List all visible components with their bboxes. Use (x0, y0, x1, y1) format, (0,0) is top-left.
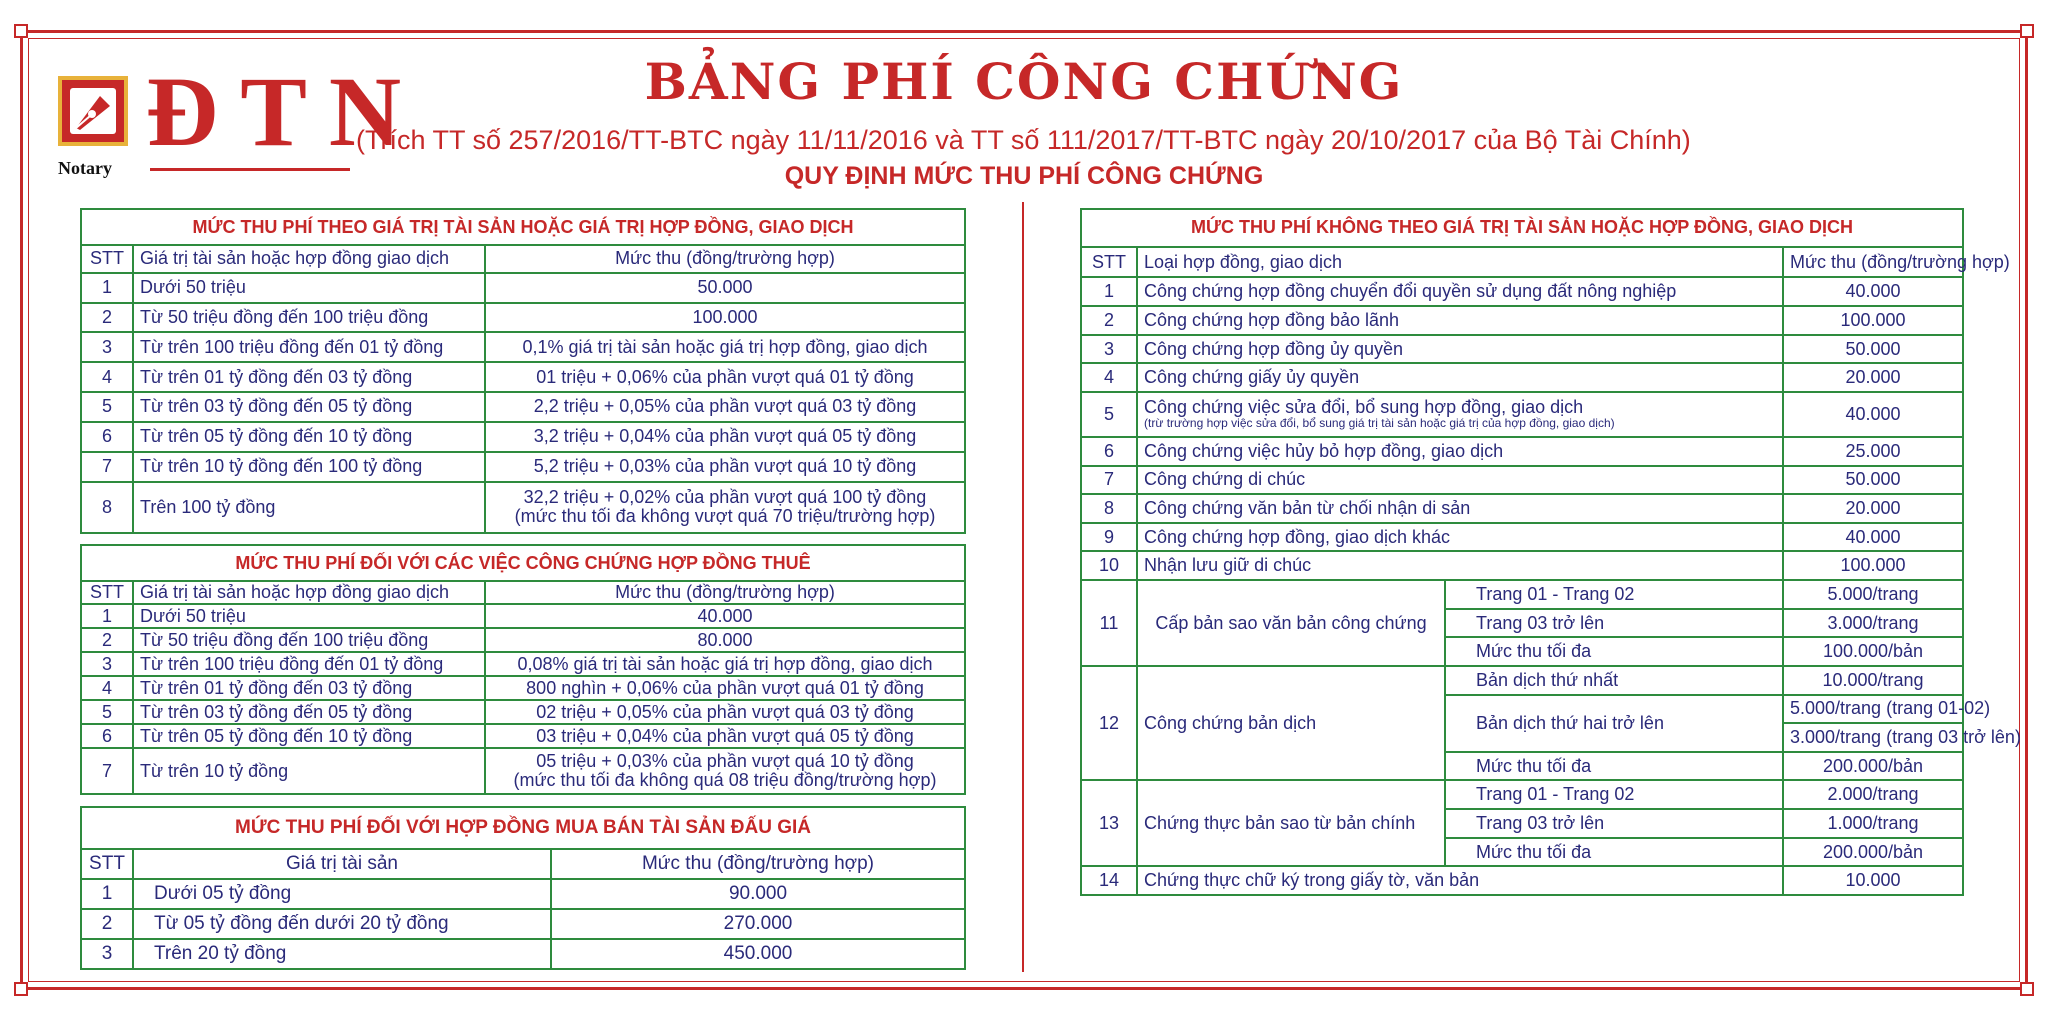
type-cell: Công chứng hợp đồng ủy quyền (1137, 335, 1783, 364)
stt-cell: 5 (81, 700, 133, 724)
table-row (1081, 866, 1963, 895)
value-cell: Trên 100 tỷ đồng (133, 482, 485, 533)
fee-cell: 5.000/trang (1783, 580, 1963, 609)
fee-cell: 100.000 (1783, 551, 1963, 580)
stt-cell: 10 (1081, 551, 1137, 580)
stt-cell: 2 (81, 628, 133, 652)
type-cell: Công chứng văn bản từ chối nhận di sản (1137, 494, 1783, 523)
table-row (81, 422, 965, 452)
table-row (81, 700, 965, 724)
table-row (81, 362, 965, 392)
stt-cell: 1 (1081, 277, 1137, 306)
fee-cell: 10.000/trang (1783, 666, 1963, 695)
value-cell: Từ trên 05 tỷ đồng đến 10 tỷ đồng (133, 422, 485, 452)
value-cell: Trên 20 tỷ đồng (133, 939, 551, 969)
value-cell: Dưới 50 triệu (133, 604, 485, 628)
table-row (1081, 437, 1963, 466)
type-cell: Công chứng giấy ủy quyền (1137, 363, 1783, 392)
stt-cell: 7 (81, 452, 133, 482)
table-row (81, 939, 965, 969)
center-divider (1022, 202, 1024, 972)
fee-cell: 50.000 (1783, 466, 1963, 495)
value-cell: Từ trên 10 tỷ đồng (133, 748, 485, 794)
value-cell: Dưới 50 triệu (133, 273, 485, 303)
table-row (1081, 494, 1963, 523)
sub-label: Mức thu tối đa (1445, 637, 1783, 666)
fee-cell: 03 triệu + 0,04% của phần vượt quá 05 tỷ đồng (485, 724, 965, 748)
column-header: STT (81, 849, 133, 879)
fee-cell: 20.000 (1783, 494, 1963, 523)
fee-cell: 100.000 (1783, 306, 1963, 335)
fee-cell: 3.000/trang (1783, 609, 1963, 638)
table-row (81, 332, 965, 362)
logo-text: ĐTN (146, 56, 424, 167)
stt-cell: 4 (81, 362, 133, 392)
table-row (1081, 523, 1963, 552)
value-cell: Dưới 05 tỷ đồng (133, 879, 551, 909)
table-title: MỨC THU PHÍ KHÔNG THEO GIÁ TRỊ TÀI SẢN HOẶC HỢP ĐỒNG, GIAO DỊCH (1081, 209, 1963, 247)
column-header: Loại hợp đồng, giao dịch (1137, 247, 1783, 278)
fee-cell: 200.000/bản (1783, 838, 1963, 867)
stt-cell: 9 (1081, 523, 1137, 552)
type-cell: Chứng thực chữ ký trong giấy tờ, văn bản (1137, 866, 1783, 895)
sub-label: Mức thu tối đa (1445, 838, 1783, 867)
regulation-title: QUY ĐỊNH MỨC THU PHÍ CÔNG CHỨNG (784, 162, 1264, 190)
fee-main: 32,2 triệu + 0,02% của phần vượt quá 100 tỷ đồng (523, 487, 927, 508)
column-header: STT (81, 245, 133, 273)
value-fee-table (80, 208, 966, 534)
fee-cell: 25.000 (1783, 437, 1963, 466)
table-row (1081, 551, 1963, 580)
value-cell: Từ trên 100 triệu đồng đến 01 tỷ đồng (133, 652, 485, 676)
lease-fee-table (80, 544, 966, 792)
fee-cell: 80.000 (485, 628, 965, 652)
table-row (81, 452, 965, 482)
type-cell: Công chứng hợp đồng, giao dịch khác (1137, 523, 1783, 552)
table-row (81, 879, 965, 909)
table-row (1081, 363, 1963, 392)
table-row (81, 303, 965, 333)
stt-cell: 7 (1081, 466, 1137, 495)
type-cell: Cấp bản sao văn bản công chứng (1137, 580, 1445, 666)
stt-cell: 4 (81, 676, 133, 700)
stt-cell: 1 (81, 273, 133, 303)
sub-label: Trang 03 trở lên (1445, 809, 1783, 838)
table-row (81, 724, 965, 748)
fee-cell: 0,1% giá trị tài sản hoặc giá trị hợp đồng, giao dịch (485, 332, 965, 362)
type-cell: Công chứng hợp đồng chuyển đổi quyền sử dụng đất nông nghiệp (1137, 277, 1783, 306)
sub-label: Mức thu tối đa (1445, 752, 1783, 781)
table-title: MỨC THU PHÍ ĐỐI VỚI HỢP ĐỒNG MUA BÁN TÀI SẢN ĐẤU GIÁ (81, 807, 965, 849)
page-title: BẢNG PHÍ CÔNG CHỨNG (644, 52, 1404, 111)
fee-cell: 20.000 (1783, 363, 1963, 392)
type-cell: Nhận lưu giữ di chúc (1137, 551, 1783, 580)
non-value-fee-table (1080, 208, 2021, 896)
stt-cell: 1 (81, 879, 133, 909)
table-row (81, 604, 965, 628)
stt-cell: 5 (1081, 392, 1137, 437)
stt-cell: 2 (81, 909, 133, 939)
stt-cell: 3 (81, 332, 133, 362)
fee-main: 05 triệu + 0,03% của phần vượt quá 10 tỷ đồng (536, 751, 914, 771)
column-header: Mức thu (đồng/trường hợp) (551, 849, 965, 879)
table-row (1081, 335, 1963, 364)
fee-cell: 270.000 (551, 909, 965, 939)
value-cell: Từ 50 triệu đồng đến 100 triệu đồng (133, 303, 485, 333)
stt-cell: 1 (81, 604, 133, 628)
fee-cell: 40.000 (485, 604, 965, 628)
table-row (1081, 466, 1963, 495)
corner-ornament (2020, 24, 2034, 38)
table-row (1081, 277, 1963, 306)
value-cell: Từ trên 03 tỷ đồng đến 05 tỷ đồng (133, 700, 485, 724)
corner-ornament (14, 982, 28, 996)
fee-cell: 01 triệu + 0,06% của phần vượt quá 01 tỷ đồng (485, 362, 965, 392)
fee-cell (485, 482, 965, 533)
fee-cell: 200.000/bản (1783, 752, 1963, 781)
column-header: Giá trị tài sản hoặc hợp đồng giao dịch (133, 581, 485, 604)
fee-cell: 2.000/trang (1783, 780, 1963, 809)
auction-fee-table (80, 806, 966, 968)
stt-cell: 3 (81, 652, 133, 676)
fee-cell: 40.000 (1783, 392, 1963, 437)
logo-caption: Notary (58, 158, 112, 178)
column-header: STT (1081, 247, 1137, 278)
column-header: Mức thu (đồng/trường hợp) (485, 245, 965, 273)
fee-cell: 3.000/trang (trang 03 trở lên) (1783, 723, 1963, 752)
stt-cell: 2 (1081, 306, 1137, 335)
fee-cell: 50.000 (1783, 335, 1963, 364)
corner-ornament (14, 24, 28, 38)
table-row (81, 676, 965, 700)
table-title: MỨC THU PHÍ THEO GIÁ TRỊ TÀI SẢN HOẶC GIÁ TRỊ HỢP ĐỒNG, GIAO DỊCH (81, 209, 965, 245)
column-header: Giá trị tài sản (133, 849, 551, 879)
type-main: Công chứng việc sửa đổi, bổ sung hợp đồng, giao dịch (1144, 397, 1584, 418)
type-cell: Công chứng hợp đồng bảo lãnh (1137, 306, 1783, 335)
column-header: Mức thu (đồng/trường hợp) (485, 581, 965, 604)
table-row (1081, 780, 1963, 809)
type-note: (trừ trường hợp việc sửa đổi, bổ sung giá trị tài sản hoặc giá trị của hợp đồng, giao dịch) (1144, 416, 1615, 431)
type-cell: Công chứng việc hủy bỏ hợp đồng, giao dịch (1137, 437, 1783, 466)
fee-cell: 450.000 (551, 939, 965, 969)
table-row (1081, 580, 1963, 609)
value-cell: Từ trên 01 tỷ đồng đến 03 tỷ đồng (133, 676, 485, 700)
stt-cell: 7 (81, 748, 133, 794)
fee-note: (mức thu tối đa không vượt quá 70 triệu/trường hợp) (514, 506, 936, 527)
table-row (81, 652, 965, 676)
stt-cell: 8 (1081, 494, 1137, 523)
sub-label: Bản dịch thứ hai trở lên (1445, 695, 1783, 752)
type-cell: Công chứng bản dịch (1137, 666, 1445, 781)
value-cell: Từ trên 10 tỷ đồng đến 100 tỷ đồng (133, 452, 485, 482)
type-cell: Công chứng di chúc (1137, 466, 1783, 495)
value-cell: Từ trên 05 tỷ đồng đến 10 tỷ đồng (133, 724, 485, 748)
type-cell: Chứng thực bản sao từ bản chính (1137, 780, 1445, 866)
stt-cell: 12 (1081, 666, 1137, 781)
value-cell: Từ trên 01 tỷ đồng đến 03 tỷ đồng (133, 362, 485, 392)
stt-cell: 6 (81, 422, 133, 452)
fee-cell: 40.000 (1783, 277, 1963, 306)
table-row (81, 392, 965, 422)
fee-cell: 800 nghìn + 0,06% của phần vượt quá 01 tỷ đồng (485, 676, 965, 700)
fee-cell: 3,2 triệu + 0,04% của phần vượt quá 05 tỷ đồng (485, 422, 965, 452)
sub-label: Trang 03 trở lên (1445, 609, 1783, 638)
fee-cell (485, 748, 965, 794)
stt-cell: 8 (81, 482, 133, 533)
stt-cell: 14 (1081, 866, 1137, 895)
stt-cell: 13 (1081, 780, 1137, 866)
table-row (1081, 306, 1963, 335)
table-row (81, 909, 965, 939)
stt-cell: 3 (1081, 335, 1137, 364)
fee-cell: 5.000/trang (trang 01-02) (1783, 695, 1963, 724)
fee-cell: 2,2 triệu + 0,05% của phần vượt quá 03 tỷ đồng (485, 392, 965, 422)
type-cell (1137, 392, 1783, 437)
fee-cell: 90.000 (551, 879, 965, 909)
stt-cell: 6 (1081, 437, 1137, 466)
table-row (81, 482, 965, 533)
table-row (81, 273, 965, 303)
column-header: Mức thu (đồng/trường hợp) (1783, 247, 1963, 278)
value-cell: Từ 05 tỷ đồng đến dưới 20 tỷ đồng (133, 909, 551, 939)
fee-cell: 10.000 (1783, 866, 1963, 895)
stt-cell: 6 (81, 724, 133, 748)
column-header: STT (81, 581, 133, 604)
fee-note: (mức thu tối đa không quá 08 triệu đồng/trường hợp) (513, 770, 937, 790)
page-subtitle: (Trích TT số 257/2016/TT-BTC ngày 11/11/2016 và TT số 111/2017/TT-BTC ngày 20/10/2017 của Bộ Tài Chính) (356, 125, 1691, 155)
sub-label: Trang 01 - Trang 02 (1445, 780, 1783, 809)
fee-cell: 5,2 triệu + 0,03% của phần vượt quá 10 tỷ đồng (485, 452, 965, 482)
table-row (81, 628, 965, 652)
column-header: Giá trị tài sản hoặc hợp đồng giao dịch (133, 245, 485, 273)
table-row (1081, 392, 1963, 437)
table-row (81, 748, 965, 794)
fee-cell: 100.000 (485, 303, 965, 333)
stt-cell: 4 (1081, 363, 1137, 392)
fee-cell: 02 triệu + 0,05% của phần vượt quá 03 tỷ đồng (485, 700, 965, 724)
stt-cell: 3 (81, 939, 133, 969)
stt-cell: 2 (81, 303, 133, 333)
fee-cell: 100.000/bản (1783, 637, 1963, 666)
sub-label: Bản dịch thứ nhất (1445, 666, 1783, 695)
value-cell: Từ trên 03 tỷ đồng đến 05 tỷ đồng (133, 392, 485, 422)
table-title: MỨC THU PHÍ ĐỐI VỚI CÁC VIỆC CÔNG CHỨNG HỢP ĐỒNG THUÊ (81, 545, 965, 581)
stt-cell: 11 (1081, 580, 1137, 666)
corner-ornament (2020, 982, 2034, 996)
table-row (1081, 666, 1963, 695)
sub-label: Trang 01 - Trang 02 (1445, 580, 1783, 609)
fee-cell: 50.000 (485, 273, 965, 303)
value-cell: Từ trên 100 triệu đồng đến 01 tỷ đồng (133, 332, 485, 362)
fee-cell: 0,08% giá trị tài sản hoặc giá trị hợp đồng, giao dịch (485, 652, 965, 676)
fee-cell: 40.000 (1783, 523, 1963, 552)
fee-cell: 1.000/trang (1783, 809, 1963, 838)
stt-cell: 5 (81, 392, 133, 422)
value-cell: Từ 50 triệu đồng đến 100 triệu đồng (133, 628, 485, 652)
